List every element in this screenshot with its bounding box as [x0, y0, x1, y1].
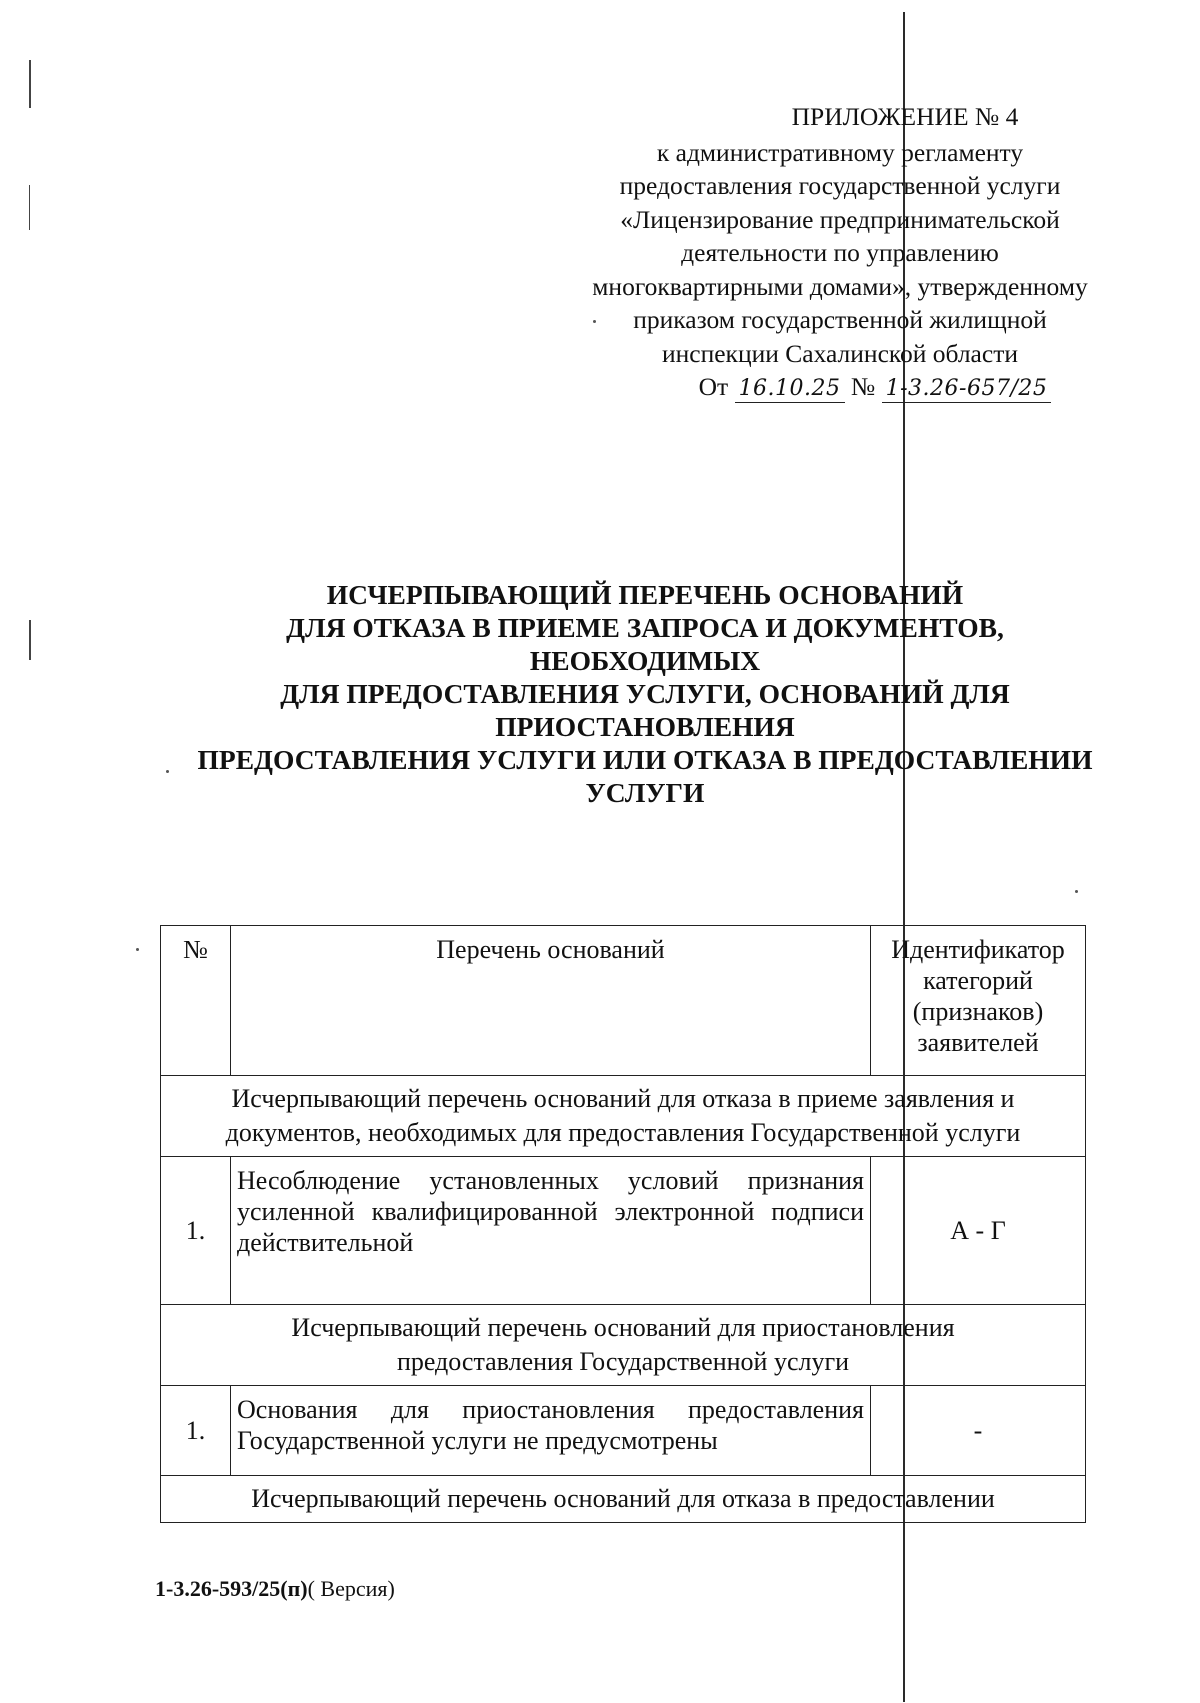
approval-line: «Лицензирование предпринимательской — [620, 204, 1060, 234]
title-line: НЕОБХОДИМЫХ — [529, 645, 761, 676]
section-title-line: предоставления Государственной услуги — [396, 1347, 850, 1376]
section-title-line: Исчерпывающий перечень оснований для отказа в приеме заявления и — [231, 1084, 1015, 1113]
grounds-table — [160, 925, 1086, 1523]
table-row — [161, 1157, 1086, 1305]
scan-speck — [136, 948, 139, 951]
approval-line: многоквартирными домами», утвержденному — [592, 271, 1088, 301]
footer-version: ( Версия) — [307, 1576, 395, 1601]
number-prefix: № — [850, 372, 876, 401]
handwritten-order-number: 1-3.26-657/25 — [882, 376, 1052, 403]
margin-mark — [29, 620, 31, 660]
row-reason: Несоблюдение установленных условий признания усиленной квалифицированной электронной подписи действительной — [231, 1157, 871, 1305]
handwritten-date: 16.10.25 — [735, 376, 845, 403]
section-title — [161, 1076, 1086, 1157]
title-line: ИСЧЕРПЫВАЮЩИЙ ПЕРЕЧЕНЬ ОСНОВАНИЙ — [326, 579, 964, 610]
row-number: 1. — [161, 1386, 231, 1476]
row-identifier: А - Г — [871, 1157, 1086, 1305]
section-title-line: документов, необходимых для предоставления Государственной услуги — [225, 1118, 1021, 1147]
row-reason: Основания для приостановления предоставления Государственной услуги не предусмотрены — [231, 1386, 871, 1476]
section-title-line: Исчерпывающий перечень оснований для отказа в предоставлении — [251, 1484, 995, 1513]
document-footer — [155, 1576, 395, 1602]
section-title — [161, 1476, 1086, 1523]
row-number: 1. — [161, 1157, 231, 1305]
approval-line: инспекции Сахалинской области — [661, 338, 1018, 368]
document-title — [165, 578, 1125, 809]
title-line: ПРЕДОСТАВЛЕНИЯ УСЛУГИ ИЛИ ОТКАЗА В ПРЕДОСТАВЛЕНИИ — [197, 744, 1093, 775]
title-line: ДЛЯ ПРЕДОСТАВЛЕНИЯ УСЛУГИ, ОСНОВАНИЙ ДЛЯ — [280, 678, 1010, 709]
scan-speck — [1075, 890, 1078, 893]
title-line: УСЛУГИ — [585, 777, 705, 808]
table-section-row — [161, 1076, 1086, 1157]
header-identifier-line: категорий — [923, 966, 1033, 995]
approval-line: приказом государственной жилищной — [633, 305, 1047, 334]
section-title — [161, 1305, 1086, 1386]
approval-line: деятельности по управлению — [681, 238, 999, 267]
header-identifier-line: Идентификатор — [891, 935, 1065, 964]
title-line: ДЛЯ ОТКАЗА В ПРИЕМЕ ЗАПРОСА И ДОКУМЕНТОВ, — [286, 612, 1004, 643]
header-identifier — [871, 926, 1086, 1076]
header-number: № — [161, 926, 231, 1076]
approval-line: к административному регламенту — [656, 137, 1024, 167]
section-title-line: Исчерпывающий перечень оснований для приостановления — [291, 1313, 955, 1342]
header-reason: Перечень оснований — [231, 926, 871, 1076]
table-row — [161, 1386, 1086, 1476]
table-section-row — [161, 1476, 1086, 1523]
approval-date-line — [560, 370, 1120, 404]
table-section-row — [161, 1305, 1086, 1386]
footer-code: 1-3.26-593/25(п) — [155, 1576, 308, 1601]
approval-block — [560, 100, 1120, 404]
margin-mark — [29, 185, 30, 230]
table-header-row — [161, 926, 1086, 1076]
appendix-heading: ПРИЛОЖЕНИЕ № 4 — [791, 102, 1019, 131]
approval-line: предоставления государственной услуги — [619, 171, 1061, 200]
row-identifier: - — [871, 1386, 1086, 1476]
header-identifier-line: заявителей — [917, 1028, 1039, 1057]
title-line: ПРИОСТАНОВЛЕНИЯ — [495, 711, 795, 742]
margin-mark — [29, 60, 31, 108]
date-prefix: От — [698, 372, 729, 401]
header-identifier-line: (признаков) — [912, 997, 1044, 1026]
